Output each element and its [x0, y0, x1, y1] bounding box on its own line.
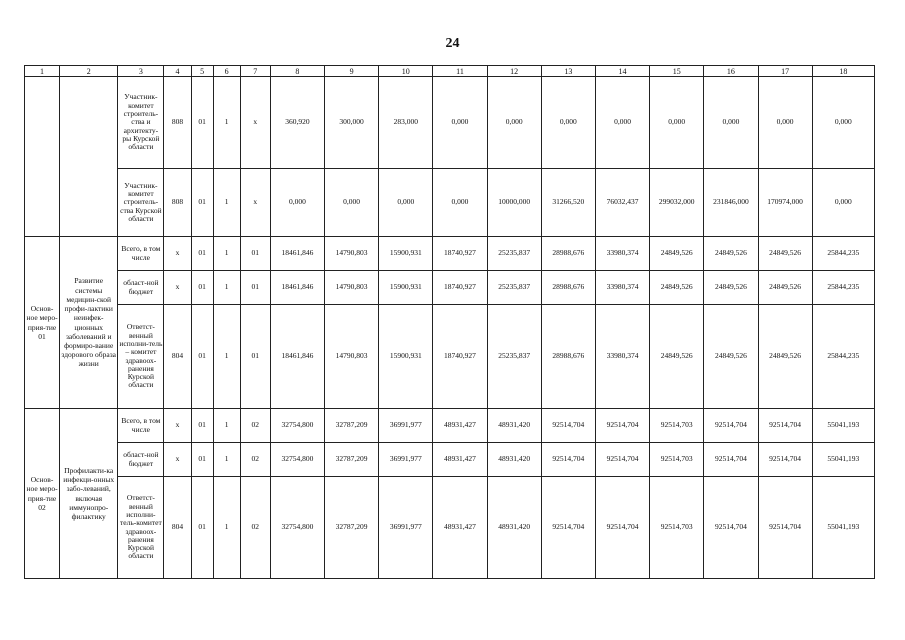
table-cell: 804 [164, 305, 191, 409]
table-cell: 18740,927 [433, 237, 487, 271]
table-cell: 24849,526 [758, 271, 812, 305]
table-cell: 231846,000 [704, 169, 758, 237]
table-cell: 25235,837 [487, 305, 541, 409]
activity-code-cell: Основ-ное меро-прия-тие 01 [25, 237, 60, 409]
table-cell: x [164, 443, 191, 477]
column-header: 11 [433, 66, 487, 77]
table-cell: 14790,803 [325, 271, 379, 305]
empty-cell [25, 77, 60, 237]
table-cell: 32787,209 [325, 409, 379, 443]
table-cell: 31266,520 [541, 169, 595, 237]
table-cell: 1 [213, 409, 240, 443]
table-cell: 01 [240, 271, 270, 305]
table-cell: 92514,703 [650, 443, 704, 477]
table-cell: 48931,427 [433, 443, 487, 477]
table-cell: 18740,927 [433, 271, 487, 305]
table-cell: 0,000 [812, 77, 874, 169]
table-cell: 92514,704 [704, 477, 758, 579]
table-cell: 808 [164, 169, 191, 237]
table-cell: 1 [213, 237, 240, 271]
table-cell: 01 [191, 77, 213, 169]
table-cell: 33980,374 [595, 305, 649, 409]
table-cell: 170974,000 [758, 169, 812, 237]
table-row [25, 237, 875, 271]
column-header: 7 [240, 66, 270, 77]
table-cell: x [164, 237, 191, 271]
table-cell: 01 [240, 305, 270, 409]
table-cell: 0,000 [812, 169, 874, 237]
column-header: 3 [118, 66, 164, 77]
table-cell: 1 [213, 169, 240, 237]
table-cell: 92514,704 [541, 409, 595, 443]
table-cell: 02 [240, 443, 270, 477]
table-cell: 92514,704 [541, 477, 595, 579]
table-cell: 18461,846 [270, 237, 324, 271]
table-cell: 32754,800 [270, 477, 324, 579]
table-cell: 0,000 [270, 169, 324, 237]
table-cell: 0,000 [325, 169, 379, 237]
table-cell: 92514,704 [758, 477, 812, 579]
participant-cell: област-ной бюджет [118, 271, 164, 305]
table-cell: 24849,526 [704, 271, 758, 305]
table-cell: 14790,803 [325, 237, 379, 271]
table-cell: 0,000 [487, 77, 541, 169]
table-cell: 92514,704 [541, 443, 595, 477]
table-cell: 1 [213, 77, 240, 169]
table-cell: 24849,526 [758, 237, 812, 271]
table-cell: 1 [213, 271, 240, 305]
participant-cell: Участник-комитет строитель-ства и архитекту-ры Курской области [118, 77, 164, 169]
table-cell: 300,000 [325, 77, 379, 169]
table-cell: 48931,420 [487, 409, 541, 443]
table-row [25, 409, 875, 443]
table-cell: 25844,235 [812, 305, 874, 409]
table-cell: 360,920 [270, 77, 324, 169]
column-header: 14 [595, 66, 649, 77]
table-cell: 1 [213, 305, 240, 409]
table-cell: 0,000 [433, 77, 487, 169]
table-cell: 0,000 [704, 77, 758, 169]
table-cell: x [240, 169, 270, 237]
table-cell: 28988,676 [541, 271, 595, 305]
table-cell: 299032,000 [650, 169, 704, 237]
table-row [25, 169, 875, 237]
table-cell: 25844,235 [812, 271, 874, 305]
table-cell: 0,000 [758, 77, 812, 169]
table-cell: 24849,526 [650, 237, 704, 271]
table-cell: 18461,846 [270, 271, 324, 305]
table-cell: 804 [164, 477, 191, 579]
table-cell: 15900,931 [379, 305, 433, 409]
table-row [25, 477, 875, 579]
table-cell: 01 [191, 305, 213, 409]
table-cell: 36991,977 [379, 443, 433, 477]
table-cell: 24849,526 [650, 305, 704, 409]
table-cell: 25235,837 [487, 237, 541, 271]
table-cell: 18461,846 [270, 305, 324, 409]
column-header: 5 [191, 66, 213, 77]
column-header: 12 [487, 66, 541, 77]
table-cell: 18740,927 [433, 305, 487, 409]
table-cell: 25844,235 [812, 237, 874, 271]
table-row [25, 443, 875, 477]
table-cell: 55041,193 [812, 409, 874, 443]
table-cell: 0,000 [433, 169, 487, 237]
table-cell: 92514,704 [758, 443, 812, 477]
budget-table [24, 65, 875, 579]
activity-code-cell: Основ-ное меро-прия-тие 02 [25, 409, 60, 579]
table-cell: 01 [191, 443, 213, 477]
empty-cell [60, 77, 118, 237]
column-header: 6 [213, 66, 240, 77]
table-cell: 01 [191, 477, 213, 579]
participant-cell: Ответст-венный исполни-тель-комитет здравоох-ранения Курской области [118, 477, 164, 579]
participant-cell: Ответст-венный исполни-тель – комитет здравоох-ранения Курской области [118, 305, 164, 409]
column-header: 8 [270, 66, 324, 77]
table-cell: 1 [213, 443, 240, 477]
table-cell: 24849,526 [650, 271, 704, 305]
column-header: 13 [541, 66, 595, 77]
participant-cell: Участник-комитет строитель-ства Курской области [118, 169, 164, 237]
column-header: 15 [650, 66, 704, 77]
table-cell: 32754,800 [270, 443, 324, 477]
column-header: 1 [25, 66, 60, 77]
table-cell: 01 [191, 237, 213, 271]
table-cell: 36991,977 [379, 477, 433, 579]
table-cell: 02 [240, 409, 270, 443]
table-cell: 36991,977 [379, 409, 433, 443]
table-cell: 25235,837 [487, 271, 541, 305]
activity-name-cell: Развитие системы медицин-ской профи-лактики неинфек-ционных заболеваний и формиро-вание здорового образа жизни [60, 237, 118, 409]
table-cell: 14790,803 [325, 305, 379, 409]
table-cell: 28988,676 [541, 237, 595, 271]
table-cell: 283,000 [379, 77, 433, 169]
table-cell: 32787,209 [325, 477, 379, 579]
table-cell: x [164, 409, 191, 443]
participant-cell: Всего, в том числе [118, 237, 164, 271]
table-cell: 10000,000 [487, 169, 541, 237]
activity-name-cell: Профилакти-ка инфекци-онных забо-леваний, включая иммунопро-филактику [60, 409, 118, 579]
table-cell: 48931,427 [433, 409, 487, 443]
table-cell: 92514,704 [704, 443, 758, 477]
table-cell: 92514,703 [650, 409, 704, 443]
column-header: 16 [704, 66, 758, 77]
table-cell: 55041,193 [812, 443, 874, 477]
table-row [25, 77, 875, 169]
column-header: 18 [812, 66, 874, 77]
table-cell: 0,000 [541, 77, 595, 169]
table-cell: 92514,704 [595, 477, 649, 579]
table-cell: 808 [164, 77, 191, 169]
table-cell: 15900,931 [379, 271, 433, 305]
table-cell: 24849,526 [704, 305, 758, 409]
table-cell: 92514,704 [758, 409, 812, 443]
table-cell: 92514,703 [650, 477, 704, 579]
table-cell: 48931,420 [487, 443, 541, 477]
table-cell: 92514,704 [595, 443, 649, 477]
table-cell: 92514,704 [704, 409, 758, 443]
table-cell: 92514,704 [595, 409, 649, 443]
table-cell: 28988,676 [541, 305, 595, 409]
table-cell: 01 [191, 409, 213, 443]
table-cell: 33980,374 [595, 237, 649, 271]
page-number: 24 [445, 36, 460, 51]
table-cell: 48931,427 [433, 477, 487, 579]
table-cell: 24849,526 [704, 237, 758, 271]
table-cell: 24849,526 [758, 305, 812, 409]
table-cell: x [240, 77, 270, 169]
table-cell: 0,000 [595, 77, 649, 169]
column-header: 9 [325, 66, 379, 77]
table-cell: 32787,209 [325, 443, 379, 477]
table-cell: 55041,193 [812, 477, 874, 579]
table-row [25, 305, 875, 409]
column-header: 2 [60, 66, 118, 77]
column-header-row [25, 66, 875, 77]
participant-cell: Всего, в том числе [118, 409, 164, 443]
column-header: 4 [164, 66, 191, 77]
table-cell: 48931,420 [487, 477, 541, 579]
table-cell: 1 [213, 477, 240, 579]
table-cell: x [164, 271, 191, 305]
table-cell: 32754,800 [270, 409, 324, 443]
table-cell: 76032,437 [595, 169, 649, 237]
table-cell: 0,000 [379, 169, 433, 237]
table-cell: 33980,374 [595, 271, 649, 305]
table-cell: 01 [191, 271, 213, 305]
table-cell: 02 [240, 477, 270, 579]
table-cell: 01 [240, 237, 270, 271]
table-cell: 01 [191, 169, 213, 237]
table-cell: 15900,931 [379, 237, 433, 271]
table-cell: 0,000 [650, 77, 704, 169]
column-header: 17 [758, 66, 812, 77]
participant-cell: област-ной бюджет [118, 443, 164, 477]
column-header: 10 [379, 66, 433, 77]
table-row [25, 271, 875, 305]
